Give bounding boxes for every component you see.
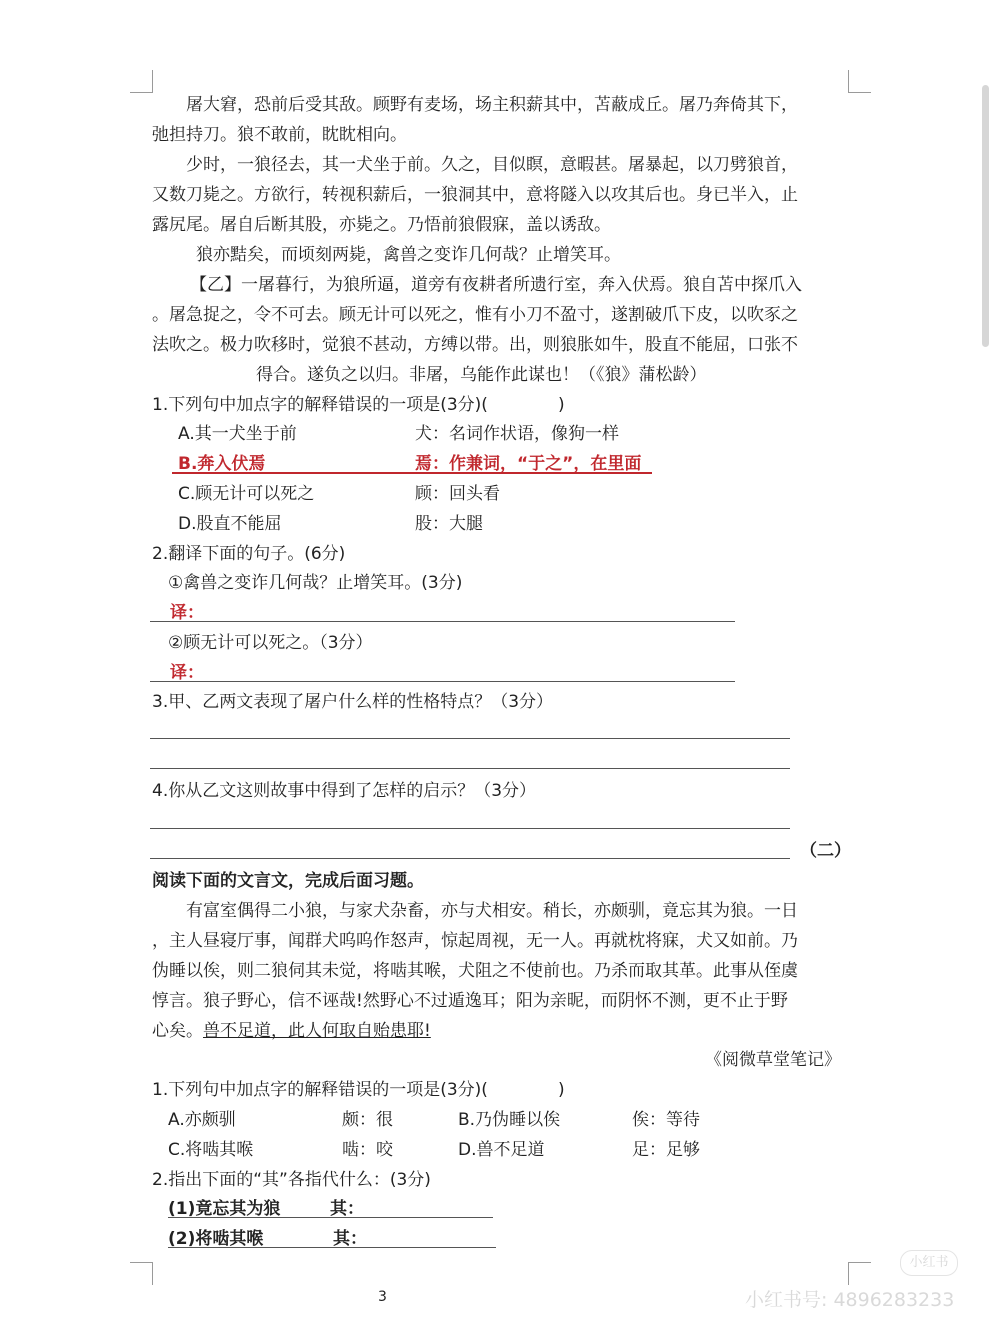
answer-line[interactable] <box>150 768 790 769</box>
option-a-sentence: A.其一犬坐于前 <box>178 424 297 444</box>
option-a-explain: 颇：很 <box>342 1110 393 1130</box>
option-c-sentence: C.顾无计可以死之 <box>178 484 315 504</box>
passage-line: 狼亦黠矣，而顷刻两毙，禽兽之变诈几何哉？止增笑耳。 <box>196 245 621 265</box>
option-a-explain: 犬：名词作状语，像狗一样 <box>415 424 619 444</box>
scrollbar-thumb[interactable] <box>982 85 989 347</box>
answer-paren-close: ) <box>558 395 565 415</box>
option-b-explain: 俟：等待 <box>632 1110 700 1130</box>
option-a-sentence: A.亦颇驯 <box>168 1110 236 1130</box>
answer-line[interactable] <box>150 858 790 859</box>
passage-source: 《阅微草堂笔记》 <box>705 1050 841 1070</box>
answer-line[interactable] <box>168 1247 496 1248</box>
option-b-explain: 焉：作兼词，“于之”，在里面 <box>415 454 642 474</box>
question-stem: 4.你从乙文这则故事中得到了怎样的启示？（3分） <box>152 781 537 801</box>
answer-line[interactable] <box>150 621 735 622</box>
passage-line: 又数刀毙之。方欲行，转视积薪后，一狼洞其中，意将隧入以攻其后也。身已半入，止 <box>152 185 798 205</box>
section-instruction: 阅读下面的文言文，完成后面习题。 <box>152 871 424 891</box>
page-number: 3 <box>378 1289 387 1305</box>
watermark-logo: 小红书 <box>900 1250 958 1276</box>
passage-line: 【乙】一屠暮行，为狼所逼，道旁有夜耕者所遗行室，奔入伏焉。狼自苫中探爪入 <box>190 275 802 295</box>
question-stem: 1.下列句中加点字的解释错误的一项是(3分)( <box>152 395 488 415</box>
passage-line: 惇言。狼子野心，信不诬哉!然野心不过遁逸耳；阳为亲昵，而阴怀不测，更不止于野 <box>152 991 788 1011</box>
option-b-sentence: B.乃伪睡以俟 <box>458 1110 561 1130</box>
answer-line[interactable] <box>168 1217 493 1218</box>
translate-label-2: 译： <box>170 663 204 683</box>
translate-item-1: ①禽兽之变诈几何哉？止增笑耳。(3分) <box>168 573 463 593</box>
question-stem: 2.翻译下面的句子。(6分) <box>152 544 346 564</box>
corner-mark-bottom-right <box>848 1262 871 1285</box>
pronoun-label-2: 其： <box>333 1229 367 1249</box>
answer-line[interactable] <box>150 738 790 739</box>
option-b-sentence: B.奔入伏焉 <box>178 454 266 474</box>
passage-line: 露尻尾。屠自后断其股，亦毙之。乃悟前狼假寐，盖以诱敌。 <box>152 215 611 235</box>
question-stem: 2.指出下面的“其”各指代什么：(3分) <box>152 1170 431 1190</box>
watermark-text: 小红书号: 4896283233 <box>745 1289 955 1311</box>
option-c-explain: 啮：咬 <box>342 1140 393 1160</box>
option-d-explain: 足：足够 <box>632 1140 700 1160</box>
corner-mark-top-left <box>130 70 153 93</box>
passage-line: 。屠急捉之，令不可去。顾无计可以死之，惟有小刀不盈寸，遂割破爪下皮，以吹豕之 <box>152 305 798 325</box>
option-c-explain: 顾：回头看 <box>415 484 500 504</box>
question-stem: 1.下列句中加点字的解释错误的一项是(3分)( <box>152 1080 488 1100</box>
passage-line: 少时，一狼径去，其一犬坐于前。久之，目似瞑，意暇甚。屠暴起，以刀劈狼首， <box>186 155 798 175</box>
translate-item-2: ②顾无计可以死之。（3分） <box>168 633 373 653</box>
passage-line: 有富室偶得二小狼，与家犬杂畜，亦与犬相安。稍长，亦颇驯，竟忘其为狼。一日 <box>186 901 798 921</box>
passage-underlined-sentence: 兽不足道，此人何取自贻患耶! <box>203 1021 431 1041</box>
pronoun-label-1: 其： <box>330 1199 364 1219</box>
passage-line: ，主人昼寝厅事，闻群犬呜呜作怒声，惊起周视，无一人。再就枕将寐，犬又如前。乃 <box>152 931 798 951</box>
passage-line: 弛担持刀。狼不敢前，眈眈相向。 <box>152 125 407 145</box>
option-c-sentence: C.将啮其喉 <box>168 1140 254 1160</box>
passage-line-prefix: 心矣。 <box>152 1021 203 1041</box>
passage-line: 屠大窘，恐前后受其敌。顾野有麦场，场主积薪其中，苫蔽成丘。屠乃奔倚其下， <box>186 95 798 115</box>
answer-paren-close: ) <box>558 1080 565 1100</box>
passage-line-last <box>152 1021 431 1041</box>
passage-line: 得合。遂负之以归。非屠，乌能作此谋也！（《狼》蒲松龄） <box>256 365 707 385</box>
section-number: （二） <box>800 841 851 861</box>
answer-line[interactable] <box>150 828 790 829</box>
passage-line: 法吹之。极力吹移时，觉狼不甚动，方缚以带。出，则狼胀如牛，股直不能屈，口张不 <box>152 335 798 355</box>
option-b-underline <box>172 472 652 474</box>
passage-line: 伪睡以俟，则二狼伺其未觉，将啮其喉，犬阻之不使前也。乃杀而取其革。此事从侄虞 <box>152 961 798 981</box>
pronoun-item-1: (1)竟忘其为狼 <box>168 1199 281 1219</box>
corner-mark-bottom-left <box>130 1262 153 1285</box>
option-d-explain: 股：大腿 <box>415 514 483 534</box>
option-d-sentence: D.股直不能屈 <box>178 514 282 534</box>
corner-mark-top-right <box>848 70 871 93</box>
option-d-sentence: D.兽不足道 <box>458 1140 545 1160</box>
question-stem: 3.甲、乙两文表现了屠户什么样的性格特点？（3分） <box>152 692 554 712</box>
translate-label-1: 译： <box>170 603 204 623</box>
answer-line[interactable] <box>150 681 735 682</box>
pronoun-item-2: (2)将啮其喉 <box>168 1229 264 1249</box>
